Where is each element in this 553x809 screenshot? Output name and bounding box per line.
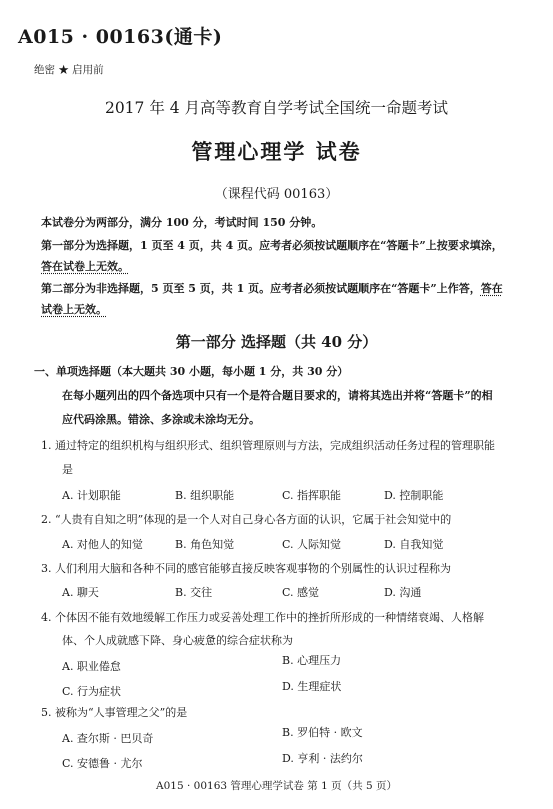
question-4-option-a[interactable]: A. 职业倦怠 — [62, 660, 121, 673]
question-4-option-b[interactable]: B. 心理压力 — [282, 654, 342, 667]
section-heading: 一、单项选择题（本大题共 30 小题，每小题 1 分，共 30 分） — [34, 365, 349, 378]
question-1-stem-continued: 是 — [62, 463, 73, 476]
instruction-line-3-continued: 试卷上无效。 — [41, 303, 107, 316]
directive-line-2: 应代码涂黑。错涂、多涂或未涂均无分。 — [62, 413, 260, 426]
secret-note: 绝密 ★ 启用前 — [34, 64, 104, 76]
exam-title: 2017 年 4 月高等教育自学考试全国统一命题考试 — [104, 99, 449, 117]
question-5-option-c[interactable]: C. 安德鲁 · 尤尔 — [62, 757, 143, 770]
question-5-option-a[interactable]: A. 查尔斯 · 巴贝奇 — [62, 732, 154, 745]
question-2-option-d[interactable]: D. 自我知觉 — [384, 538, 444, 551]
question-3-option-b[interactable]: B. 交往 — [175, 586, 213, 599]
instruction-line-3-text: 第二部分为非选择题，5 页至 5 页，共 1 页。应考者必须按试题顺序在“答题卡”上作答， — [41, 282, 481, 295]
question-2-option-a[interactable]: A. 对他人的知觉 — [62, 538, 143, 551]
question-5-option-d[interactable]: D. 亨利 · 法约尔 — [282, 752, 363, 765]
question-1-option-c[interactable]: C. 指挥职能 — [282, 489, 342, 502]
question-5-option-b[interactable]: B. 罗伯特 · 欧文 — [282, 726, 363, 739]
instruction-line-1: 本试卷分为两部分，满分 100 分，考试时间 150 分钟。 — [41, 216, 323, 229]
directive-line-1: 在每小题列出的四个备选项中只有一个是符合题目要求的，请将其选出并将“答题卡”的相 — [62, 389, 493, 402]
page-footer: A015 · 00163 管理心理学试卷 第 1 页（共 5 页） — [156, 780, 397, 792]
question-4-option-d[interactable]: D. 生理症状 — [282, 680, 342, 693]
part-one-heading: 第一部分 选择题（共 40 分） — [175, 333, 378, 351]
paper-title: 管理心理学 试卷 — [191, 139, 362, 164]
question-2-stem: 2. “人贵有自知之明”体现的是一个人对自己身心各方面的认识，它属于社会知觉中的 — [41, 513, 452, 526]
question-1-option-b[interactable]: B. 组织职能 — [175, 489, 235, 502]
course-code: （课程代码 00163） — [214, 187, 339, 202]
instruction-line-3 — [41, 280, 503, 296]
question-4-stem: 4. 个体因不能有效地缓解工作压力或妥善处理工作中的挫折所形成的一种情绪衰竭、人格解 — [41, 611, 484, 624]
instruction-line-2-continued: 答在试卷上无效。 — [41, 260, 129, 273]
instruction-line-2: 第一部分为选择题，1 页至 4 页，共 4 页。应考者必须按试题顺序在“答题卡”上按要求填涂， — [41, 239, 503, 252]
question-2-option-b[interactable]: B. 角色知觉 — [175, 538, 235, 551]
question-2-option-c[interactable]: C. 人际知觉 — [282, 538, 342, 551]
question-3-option-c[interactable]: C. 感觉 — [282, 586, 320, 599]
paper-code: A015 · 00163(通卡) — [18, 26, 223, 48]
question-5-stem: 5. 被称为“人事管理之父”的是 — [41, 706, 188, 719]
question-4-stem-continued: 体、个人成就感下降、身心疲惫的综合症状称为 — [62, 634, 293, 647]
instruction-line-3-tail: 答在 — [480, 282, 503, 295]
question-1-stem: 1. 通过特定的组织机构与组织形式、组织管理原则与方法，完成组织活动任务过程的管理职能 — [41, 439, 495, 452]
question-4-option-c[interactable]: C. 行为症状 — [62, 685, 122, 698]
question-1-option-a[interactable]: A. 计划职能 — [62, 489, 121, 502]
question-3-stem: 3. 人们利用大脑和各种不同的感官能够直接反映客观事物的个别属性的认识过程称为 — [41, 562, 451, 575]
question-3-option-a[interactable]: A. 聊天 — [62, 586, 99, 599]
question-1-option-d[interactable]: D. 控制职能 — [384, 489, 444, 502]
question-3-option-d[interactable]: D. 沟通 — [384, 586, 422, 599]
